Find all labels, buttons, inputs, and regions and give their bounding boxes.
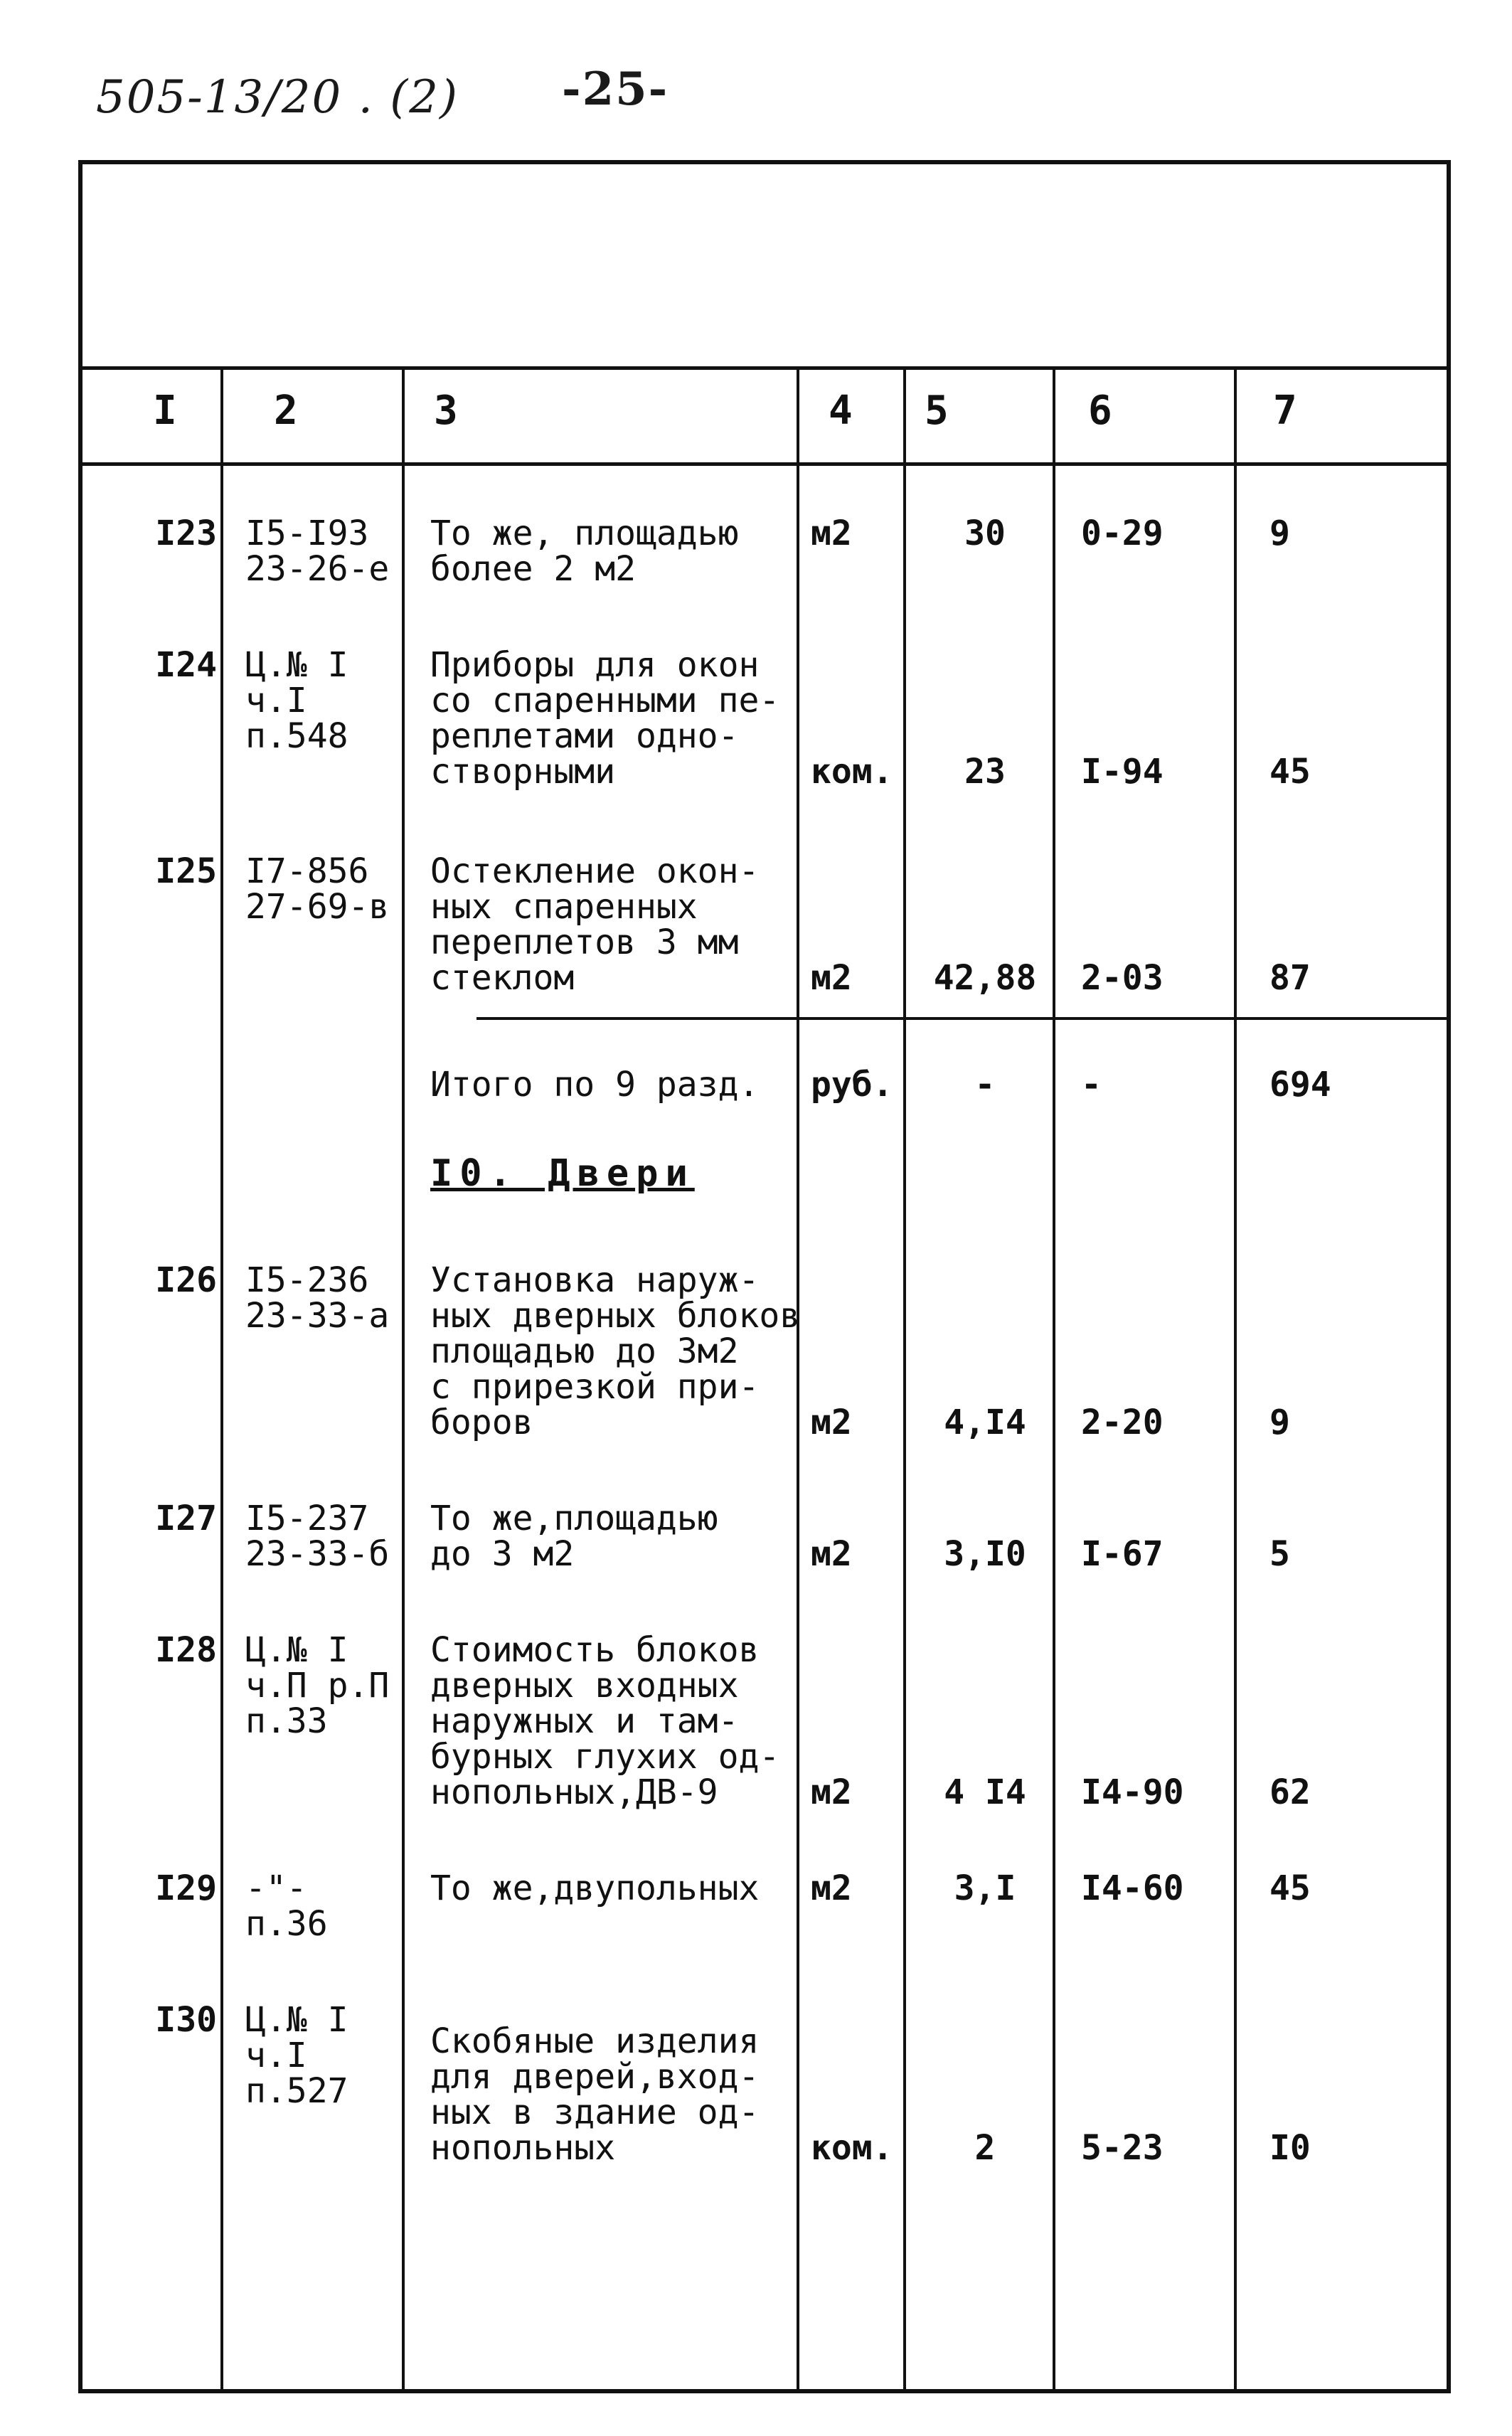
work-description: То же,двупольных (430, 1868, 760, 1908)
unit-price: - (1081, 1065, 1102, 1105)
column-divider (220, 370, 223, 2393)
unit-price: 2-20 (1081, 1403, 1164, 1442)
header-top-rule (78, 366, 1451, 370)
total: 87 (1269, 958, 1311, 998)
total: I0 (1269, 2128, 1311, 2168)
work-description: То же, площадью более 2 м2 (430, 514, 739, 589)
quantity: 4,I4 (944, 1403, 1026, 1442)
work-description: Приборы для окон со спаренными пе- реплетами одно- створными (430, 645, 780, 792)
total: 694 (1269, 1065, 1331, 1105)
quantity: - (974, 1065, 996, 1105)
column-divider (402, 370, 405, 2393)
row-number: I25 (155, 851, 217, 891)
row-number: I24 (155, 645, 217, 685)
column-header-4: 4 (829, 388, 853, 434)
norm-code: -"- п.36 (245, 1868, 328, 1944)
section-title: I0. Двери (430, 1152, 695, 1195)
unit: руб. (811, 1065, 893, 1105)
quantity: 2 (974, 2128, 996, 2168)
column-divider (903, 370, 906, 2393)
quantity: 30 (964, 514, 1006, 553)
unit-price: 5-23 (1081, 2128, 1164, 2168)
norm-code: Ц.№ I ч.I п.527 (245, 2000, 348, 2111)
work-description: Установка наруж- ных дверных блоков площадью до 3м2 с прирезкой при- боров (430, 1260, 801, 1442)
unit: ком. (811, 2128, 893, 2168)
column-header-5: 5 (925, 388, 949, 434)
unit: м2 (811, 1772, 852, 1812)
unit-price: I4-60 (1081, 1868, 1184, 1908)
column-header-6: 6 (1088, 388, 1112, 434)
unit-price: I-94 (1081, 752, 1164, 792)
work-description: То же,площадью до 3 м2 (430, 1499, 718, 1574)
row-number: I26 (155, 1260, 217, 1300)
row-number: I28 (155, 1630, 217, 1670)
total: 62 (1269, 1772, 1311, 1812)
column-header-2: 2 (274, 388, 298, 434)
work-description: Остекление окон- ных спаренных переплетов 3 мм стеклом (430, 851, 760, 998)
quantity: 4 I4 (944, 1772, 1026, 1812)
subtotal-rule (477, 1017, 1451, 1020)
unit-price: 0-29 (1081, 514, 1164, 553)
total: 9 (1269, 514, 1290, 553)
row-number: I23 (155, 514, 217, 553)
page-number: -25- (562, 63, 669, 116)
work-description: Стоимость блоков дверных входных наружных и там- бурных глухих од- нопольных,ДВ-9 (430, 1630, 780, 1812)
column-header-3: 3 (434, 388, 458, 434)
document-reference: 505-13/20 . (2) (96, 71, 459, 124)
norm-code: Ц.№ I ч.I п.548 (245, 645, 348, 756)
column-header-1: I (153, 388, 177, 434)
total: 5 (1269, 1534, 1290, 1574)
column-divider (1234, 370, 1237, 2393)
unit: м2 (811, 1868, 852, 1908)
unit: м2 (811, 514, 852, 553)
unit-price: I-67 (1081, 1534, 1164, 1574)
column-divider (1053, 370, 1055, 2393)
norm-code: I5-237 23-33-б (245, 1499, 390, 1574)
unit-price: 2-03 (1081, 958, 1164, 998)
work-description: Скобяные изделия для дверей,вход- ных в здание од- нопольных (430, 2021, 760, 2168)
row-number: I29 (155, 1868, 217, 1908)
total: 45 (1269, 1868, 1311, 1908)
norm-code: I5-I93 23-26-е (245, 514, 390, 589)
subtotal-label: Итого по 9 разд. (430, 1065, 760, 1105)
norm-code: Ц.№ I ч.П р.П п.33 (245, 1630, 390, 1741)
unit-price: I4-90 (1081, 1772, 1184, 1812)
quantity: 3,I (954, 1868, 1016, 1908)
row-number: I27 (155, 1499, 217, 1538)
unit: м2 (811, 1534, 852, 1574)
total: 45 (1269, 752, 1311, 792)
unit: м2 (811, 1403, 852, 1442)
header-bottom-rule (78, 462, 1451, 466)
quantity: 42,88 (933, 958, 1037, 998)
norm-code: I7-856 27-69-в (245, 851, 390, 927)
quantity: 3,I0 (944, 1534, 1026, 1574)
quantity: 23 (964, 752, 1006, 792)
row-number: I30 (155, 2000, 217, 2040)
unit: м2 (811, 958, 852, 998)
column-header-7: 7 (1273, 388, 1297, 434)
unit: ком. (811, 752, 893, 792)
total: 9 (1269, 1403, 1290, 1442)
norm-code: I5-236 23-33-а (245, 1260, 390, 1336)
